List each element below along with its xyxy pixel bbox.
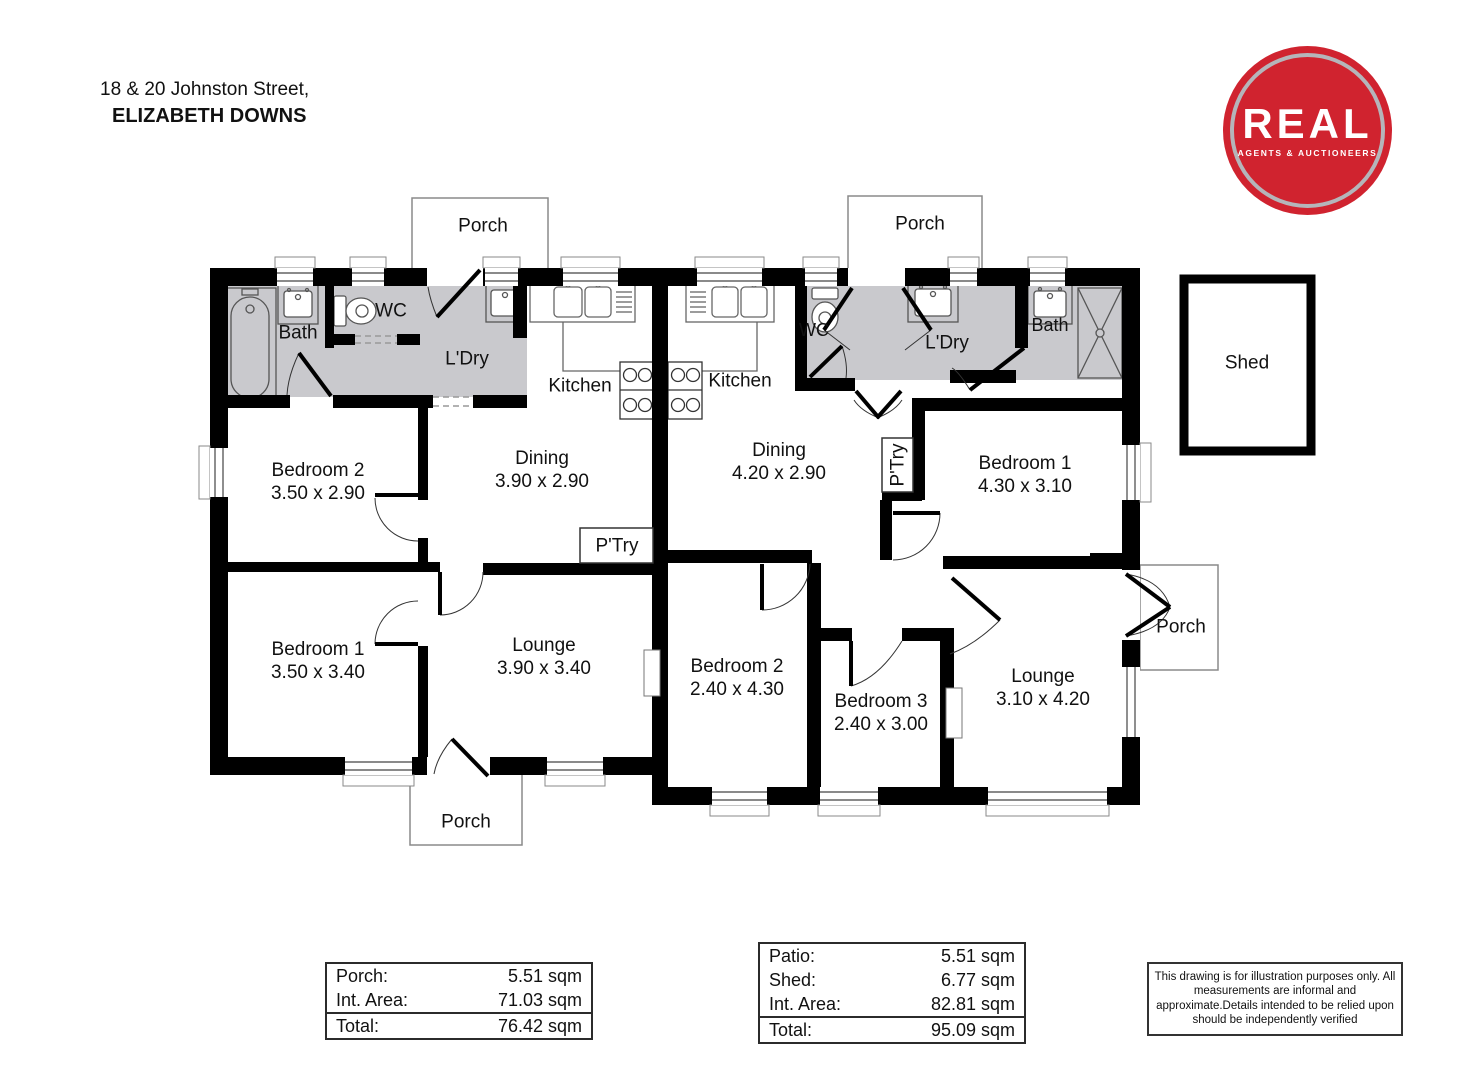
table-row-total: Total: 76.42 sqm (327, 1012, 591, 1038)
label-left-wc: WC (375, 300, 407, 322)
label-right-dining: Dining 4.20 x 2.90 (731, 439, 827, 484)
kitchen-counter-left (530, 282, 635, 371)
logo-brand-text: REAL (1242, 100, 1373, 147)
label-right-bedroom1: Bedroom 1 4.30 x 3.10 (977, 452, 1073, 497)
label-right-kitchen: Kitchen (708, 370, 772, 392)
label-left-ldry: L'Dry (445, 348, 489, 370)
label-left-bedroom2: Bedroom 2 3.50 x 2.90 (270, 459, 366, 504)
area-table-left (325, 962, 593, 1040)
bath-sink-left (278, 284, 318, 324)
label-left-bedroom1: Bedroom 1 3.50 x 3.40 (270, 638, 366, 683)
label-left-lounge: Lounge 3.90 x 3.40 (496, 634, 592, 679)
label-right-porch-top: Porch (895, 213, 945, 235)
label-left-bath: Bath (278, 322, 318, 344)
label-right-ldry: L'Dry (925, 332, 969, 354)
table-row-total: Total: 95.09 sqm (760, 1016, 1024, 1042)
table-row: Patio: 5.51 sqm (769, 946, 1015, 966)
kitchen-counter-right (686, 282, 774, 371)
property-address (100, 78, 309, 129)
stove-left (620, 362, 654, 419)
label-left-pantry: P'Try (595, 535, 639, 557)
address-line1: 18 & 20 Johnston Street, (100, 79, 310, 100)
table-row: Shed: 6.77 sqm (769, 970, 1015, 990)
disclaimer-text: This drawing is for illustration purposes only. All measurements are informal and approximate.Details intended to be relied upon should be independently verified (1147, 962, 1403, 1036)
label-left-dining: Dining 3.90 x 2.90 (494, 447, 590, 492)
label-right-lounge: Lounge 3.10 x 4.20 (995, 665, 1091, 710)
label-left-kitchen: Kitchen (548, 375, 612, 397)
label-right-bedroom2: Bedroom 2 2.40 x 4.30 (689, 655, 785, 700)
label-right-bath: Bath (1031, 315, 1069, 336)
address-line2: ELIZABETH DOWNS (112, 104, 307, 127)
shower-fixture (1078, 288, 1122, 378)
bathtub-fixture (224, 288, 276, 405)
label-right-wc: WC (799, 320, 829, 341)
laundry-sink-right (908, 282, 958, 322)
stove-right (668, 362, 702, 419)
logo-tagline: AGENTS & AUCTIONEERS (1237, 148, 1378, 158)
label-shed: Shed (1224, 352, 1270, 374)
label-right-bedroom3: Bedroom 3 2.40 x 3.00 (833, 690, 929, 735)
table-row: Int. Area: 71.03 sqm (336, 990, 582, 1010)
label-right-pantry: P'Try (887, 443, 909, 487)
area-table-right (758, 942, 1026, 1044)
table-row: Porch: 5.51 sqm (336, 966, 582, 986)
toilet-left (334, 296, 376, 326)
agency-logo (1223, 46, 1392, 215)
table-row: Int. Area: 82.81 sqm (769, 994, 1015, 1014)
label-left-porch-top: Porch (458, 215, 508, 237)
label-right-porch-side: Porch (1156, 616, 1206, 638)
label-left-porch-bottom: Porch (441, 811, 491, 833)
